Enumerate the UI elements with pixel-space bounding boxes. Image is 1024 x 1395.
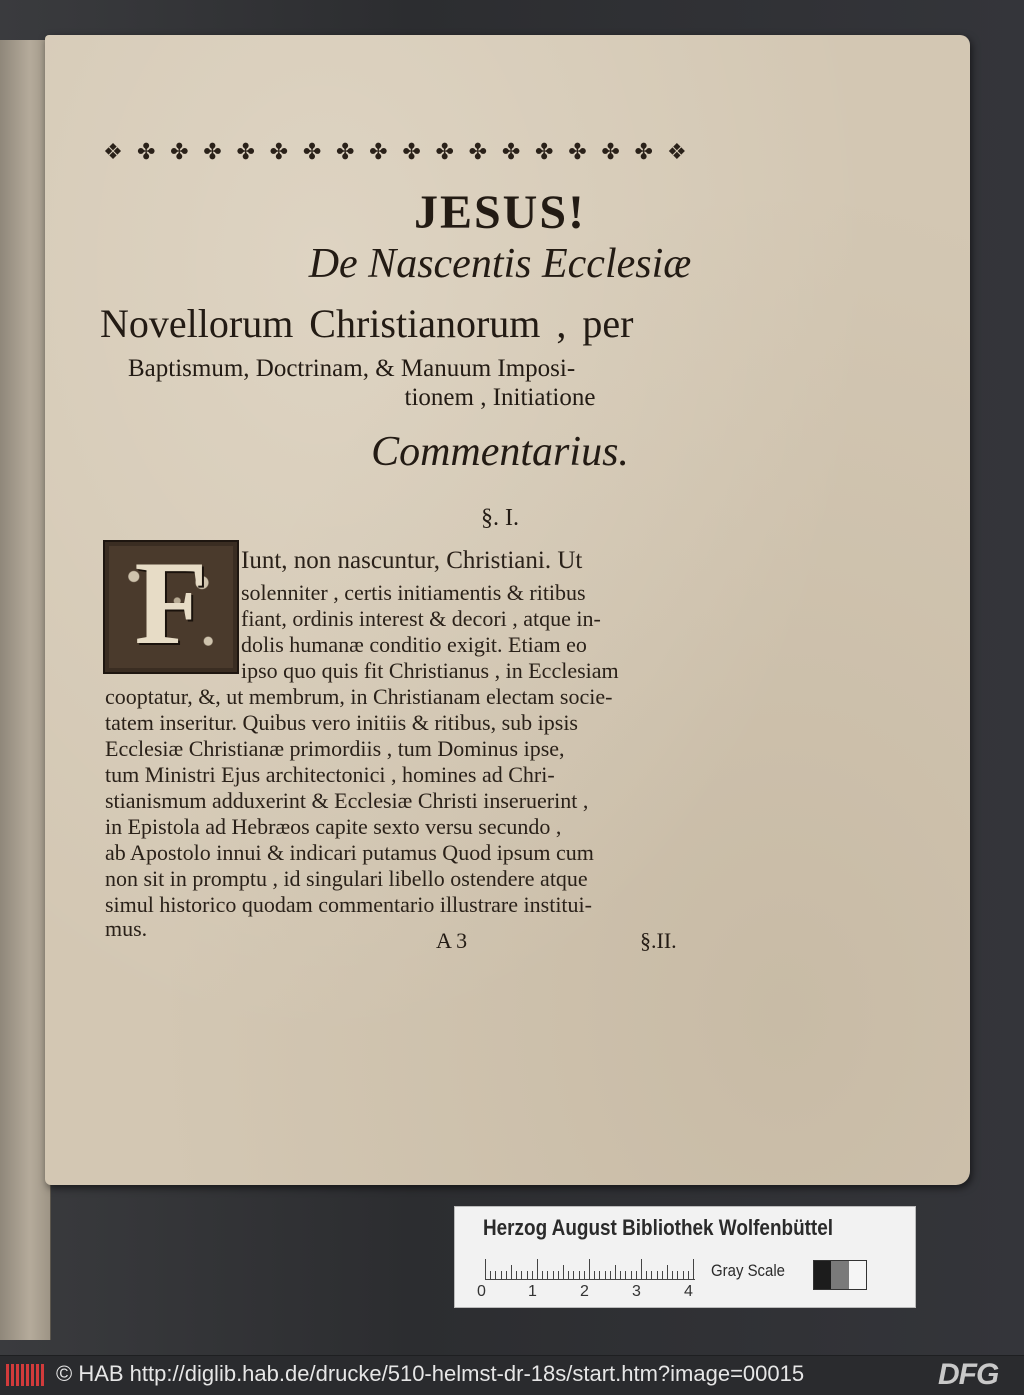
ruler-tick (553, 1271, 554, 1279)
color-calibration-card (454, 1206, 916, 1308)
library-name: Herzog August Bibliothek Wolfenbüttel (483, 1215, 834, 1240)
ruler-number: 3 (632, 1283, 641, 1300)
ruler-tick (683, 1271, 684, 1279)
fleuron-icon: ❖ (103, 140, 123, 165)
ruler-tick (532, 1271, 533, 1279)
fleuron-icon: ✤ (568, 140, 587, 165)
page-heading: JESUS! (413, 186, 587, 239)
fleuron-icon: ✤ (269, 140, 289, 165)
ruler-tick (537, 1259, 538, 1279)
ruler-tick (667, 1265, 668, 1279)
copyright-link[interactable]: © HAB http://diglib.hab.de/drucke/510-helmst-dr-18s/start.htm?image=00015 (56, 1361, 805, 1386)
ruler-tick (490, 1271, 491, 1279)
ruler-tick (620, 1271, 621, 1279)
ruler-tick (688, 1271, 689, 1279)
body-line: tatem inseritur. Quibus vero initiis & ritibus, sub ipsis (105, 710, 578, 735)
ruler-tick (657, 1271, 658, 1279)
title-line-1: De Nascentis Ecclesiæ (308, 241, 692, 287)
swatch-mid (831, 1261, 848, 1289)
fleuron-icon: ✤ (302, 140, 322, 165)
catchword: §.II. (640, 928, 677, 953)
section-mark: §. I. (481, 505, 519, 531)
body-line: fiant, ordinis interest & decori , atque in- (241, 606, 601, 631)
title-line-2: Novellorum Christianorum , per (100, 301, 634, 346)
ruler-number: 0 (477, 1283, 486, 1300)
body-line: mus. (105, 916, 148, 941)
ruler-tick (516, 1271, 517, 1279)
ruler-tick (568, 1271, 569, 1279)
ruler-tick (506, 1271, 507, 1279)
fleuron-icon: ✤ (468, 140, 488, 165)
body-line: ipso quo quis fit Christianus , in Ecclesiam (241, 658, 619, 683)
ruler-baseline (485, 1279, 695, 1280)
ruler-tick (672, 1271, 673, 1279)
fleuron-icon: ✤ (535, 140, 554, 165)
ruler-tick (677, 1271, 678, 1279)
ruler-tick (589, 1259, 590, 1279)
drop-cap-letter: F (134, 536, 208, 669)
body-line: stianismum adduxerint & Ecclesiæ Christi inseruerint , (105, 788, 589, 813)
ruler-tick (599, 1271, 600, 1279)
ruler-tick (495, 1271, 496, 1279)
body-line: solenniter , certis initiamentis & ritibus (241, 580, 586, 605)
body-line: dolis humanæ conditio exigit. Etiam eo (241, 632, 587, 657)
fleuron-icon: ✤ (136, 140, 156, 165)
ruler-number: 2 (580, 1283, 589, 1300)
ruler-tick (625, 1271, 626, 1279)
ruler-tick (605, 1271, 606, 1279)
swatch-dark (814, 1261, 831, 1289)
fleuron-icon: ✤ (236, 140, 255, 165)
fleuron-icon: ✤ (335, 140, 355, 165)
ruler-tick (615, 1265, 616, 1279)
body-line: cooptatur, &, ut membrum, in Christianam electam socie- (105, 684, 613, 709)
ruler-tick (527, 1271, 528, 1279)
ruler-tick (594, 1271, 595, 1279)
dfg-logo: DFG (938, 1358, 999, 1391)
ruler-tick (641, 1259, 642, 1279)
body-line: in Epistola ad Hebræos capite sexto versu secundo , (105, 814, 562, 839)
ruler-tick (485, 1259, 486, 1279)
signature-mark: A 3 (436, 928, 468, 953)
drop-cap-initial (103, 536, 239, 674)
gray-scale-label: Gray Scale (711, 1261, 786, 1280)
ruler-tick (636, 1271, 637, 1279)
body-line: Ecclesiæ Christianæ primordiis , tum Dominus ipse, (105, 736, 565, 761)
body-line: tum Ministri Ejus architectonici , homines ad Chri- (105, 762, 555, 787)
ruler-tick (662, 1271, 663, 1279)
fleuron-icon: ✤ (501, 140, 521, 165)
ruler-tick (573, 1271, 574, 1279)
fleuron-icon: ✤ (402, 140, 421, 165)
viewer-footer (0, 1355, 1024, 1395)
body-line: Iunt, non nascuntur, Christiani. Ut (241, 547, 583, 574)
ruler-tick (542, 1271, 543, 1279)
body-line: simul historico quodam commentario illustrare institui- (105, 892, 592, 917)
ruler-tick (646, 1271, 647, 1279)
fleuron-icon: ✤ (601, 140, 620, 165)
barcode-icon (6, 1364, 46, 1386)
fleuron-icon: ✤ (634, 140, 653, 165)
ruler-number: 1 (528, 1283, 537, 1300)
ruler-tick (610, 1271, 611, 1279)
ruler-tick (584, 1271, 585, 1279)
fleuron-icon: ✤ (170, 140, 189, 165)
fleuron-icon: ✤ (369, 140, 388, 165)
swatch-light (849, 1261, 866, 1289)
fleuron-icon: ✤ (435, 140, 454, 165)
ruler-tick (558, 1271, 559, 1279)
ruler-tick (547, 1271, 548, 1279)
ruler-tick (693, 1259, 694, 1279)
ruler-tick (651, 1271, 652, 1279)
scale-ruler (485, 1257, 695, 1285)
gray-scale-swatch (813, 1260, 867, 1290)
body-line: ab Apostolo innui & indicari putamus Quod ipsum cum (105, 840, 594, 865)
ruler-tick (579, 1271, 580, 1279)
fleuron-icon: ✤ (203, 140, 222, 165)
body-line: non sit in promptu , id singulari libello ostendere atque (105, 866, 588, 891)
ruler-tick (563, 1265, 564, 1279)
title-line-4: tionem , Initiatione (404, 384, 596, 411)
headpiece-ornament (100, 136, 690, 170)
fleuron-icon: ❖ (667, 140, 687, 165)
title-line-5: Commentarius. (371, 429, 629, 475)
ruler-tick (511, 1265, 512, 1279)
ruler-tick (501, 1271, 502, 1279)
ruler-tick (521, 1271, 522, 1279)
ruler-tick (631, 1271, 632, 1279)
ruler-number: 4 (684, 1283, 693, 1300)
title-line-3: Baptismum, Doctrinam, & Manuum Imposi- (128, 355, 576, 382)
